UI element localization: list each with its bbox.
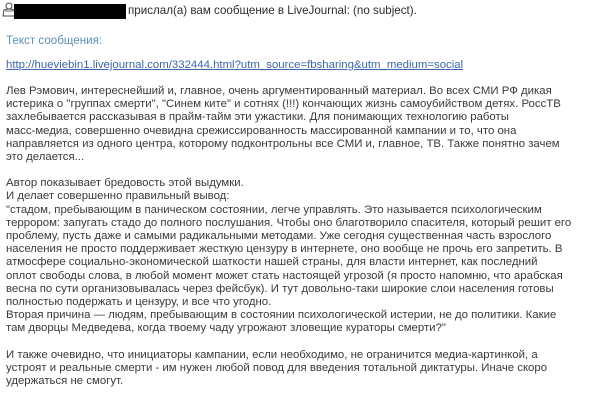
notification-header <box>0 0 600 20</box>
body-line: Автор показывает бредовость этой выдумки. <box>6 177 244 190</box>
body-line: масс-медиа, совершенно очевидна срежиссированность массированной кампании и то, что она <box>6 124 517 137</box>
body-line: Вторая причина — людям, пребывающим в состоянии психологической истерии, не до политики. Какие <box>6 309 557 322</box>
body-line: это делается... <box>6 151 85 164</box>
message-subject: (no subject). <box>353 4 417 17</box>
body-line: захлебывается рассказывая в прайм-тайм эти ужастики. Для понимающих технологию работы <box>6 111 509 124</box>
body-line: И также очевидно, что инициаторы кампании, если необходимо, не ограничится медиа-картинкой, а <box>6 348 538 361</box>
body-line: атмосфере социально-экономической шаткости нашей страны, для власти интернет, как последний <box>6 256 538 269</box>
message-text-heading: Текст сообщения: <box>6 34 103 47</box>
body-line: полностью подержать и цензуру, и все что угодно. <box>6 296 272 309</box>
message-body <box>6 85 594 388</box>
body-line: "стадом, пребывающим в паническом состоянии, легче управлять. Это называется психологическим <box>6 203 542 216</box>
body-line: истерика о "группах смерти", "Синем ките" и сотнях (!!!) кончающих жизнь самоубийством детях. РоссТВ <box>6 98 561 111</box>
body-line: направляется из одного центра, которому подконтрольны все СМИ и, главное, ТВ. Также понятно зачем <box>6 137 560 150</box>
body-line: устроят и реальные смерти - им нужен любой повод для введения тотальной диктатуры. Иначе скоро <box>6 361 548 374</box>
body-line: проблему, пусть даже и самыми радикальными методами. Уже сегодня существенная часть взрослого <box>6 230 552 243</box>
body-line: весна по сути организовывалась через фейсбук). И тут довольно-таки широкие слои населения готовы <box>6 282 554 295</box>
post-link[interactable]: http://hueviebin1.livejournal.com/332444.html?utm_source=fbsharing&utm_medium=social <box>6 59 464 71</box>
body-line: удержаться не смогут. <box>6 375 124 388</box>
paragraph-1 <box>6 85 594 164</box>
paragraph-gap <box>6 164 594 177</box>
body-line: Лев Рэмович, интереснейший и, главное, очень аргументированный материал. Во всех СМИ РФ дикая <box>6 85 552 97</box>
paragraph-gap <box>6 336 594 349</box>
body-line: И делает совершенно правильный вывод: <box>6 190 230 203</box>
body-line: там дворцы Медведева, когда твоему чаду угрожают зловещие кураторы смерти?" <box>6 322 446 335</box>
paragraph-3 <box>6 349 594 389</box>
paragraph-2 <box>6 177 594 335</box>
redacted-sender-name <box>14 4 126 19</box>
body-line: населения не просто поддерживает жесткую цензуру в интернете, оно вообще не прочь его запретить. В <box>6 243 563 256</box>
notification-text: прислал(а) вам сообщение в LiveJournal: (no subject). <box>128 4 417 17</box>
body-line: террором: запугать стадо до полного послушания. Чтобы оно благотворило спасителя, который решит его <box>6 216 572 229</box>
body-line: оплот свободы слова, в любой момент может стать настоящей угрозой (я просто напомню, что арабская <box>6 269 563 282</box>
